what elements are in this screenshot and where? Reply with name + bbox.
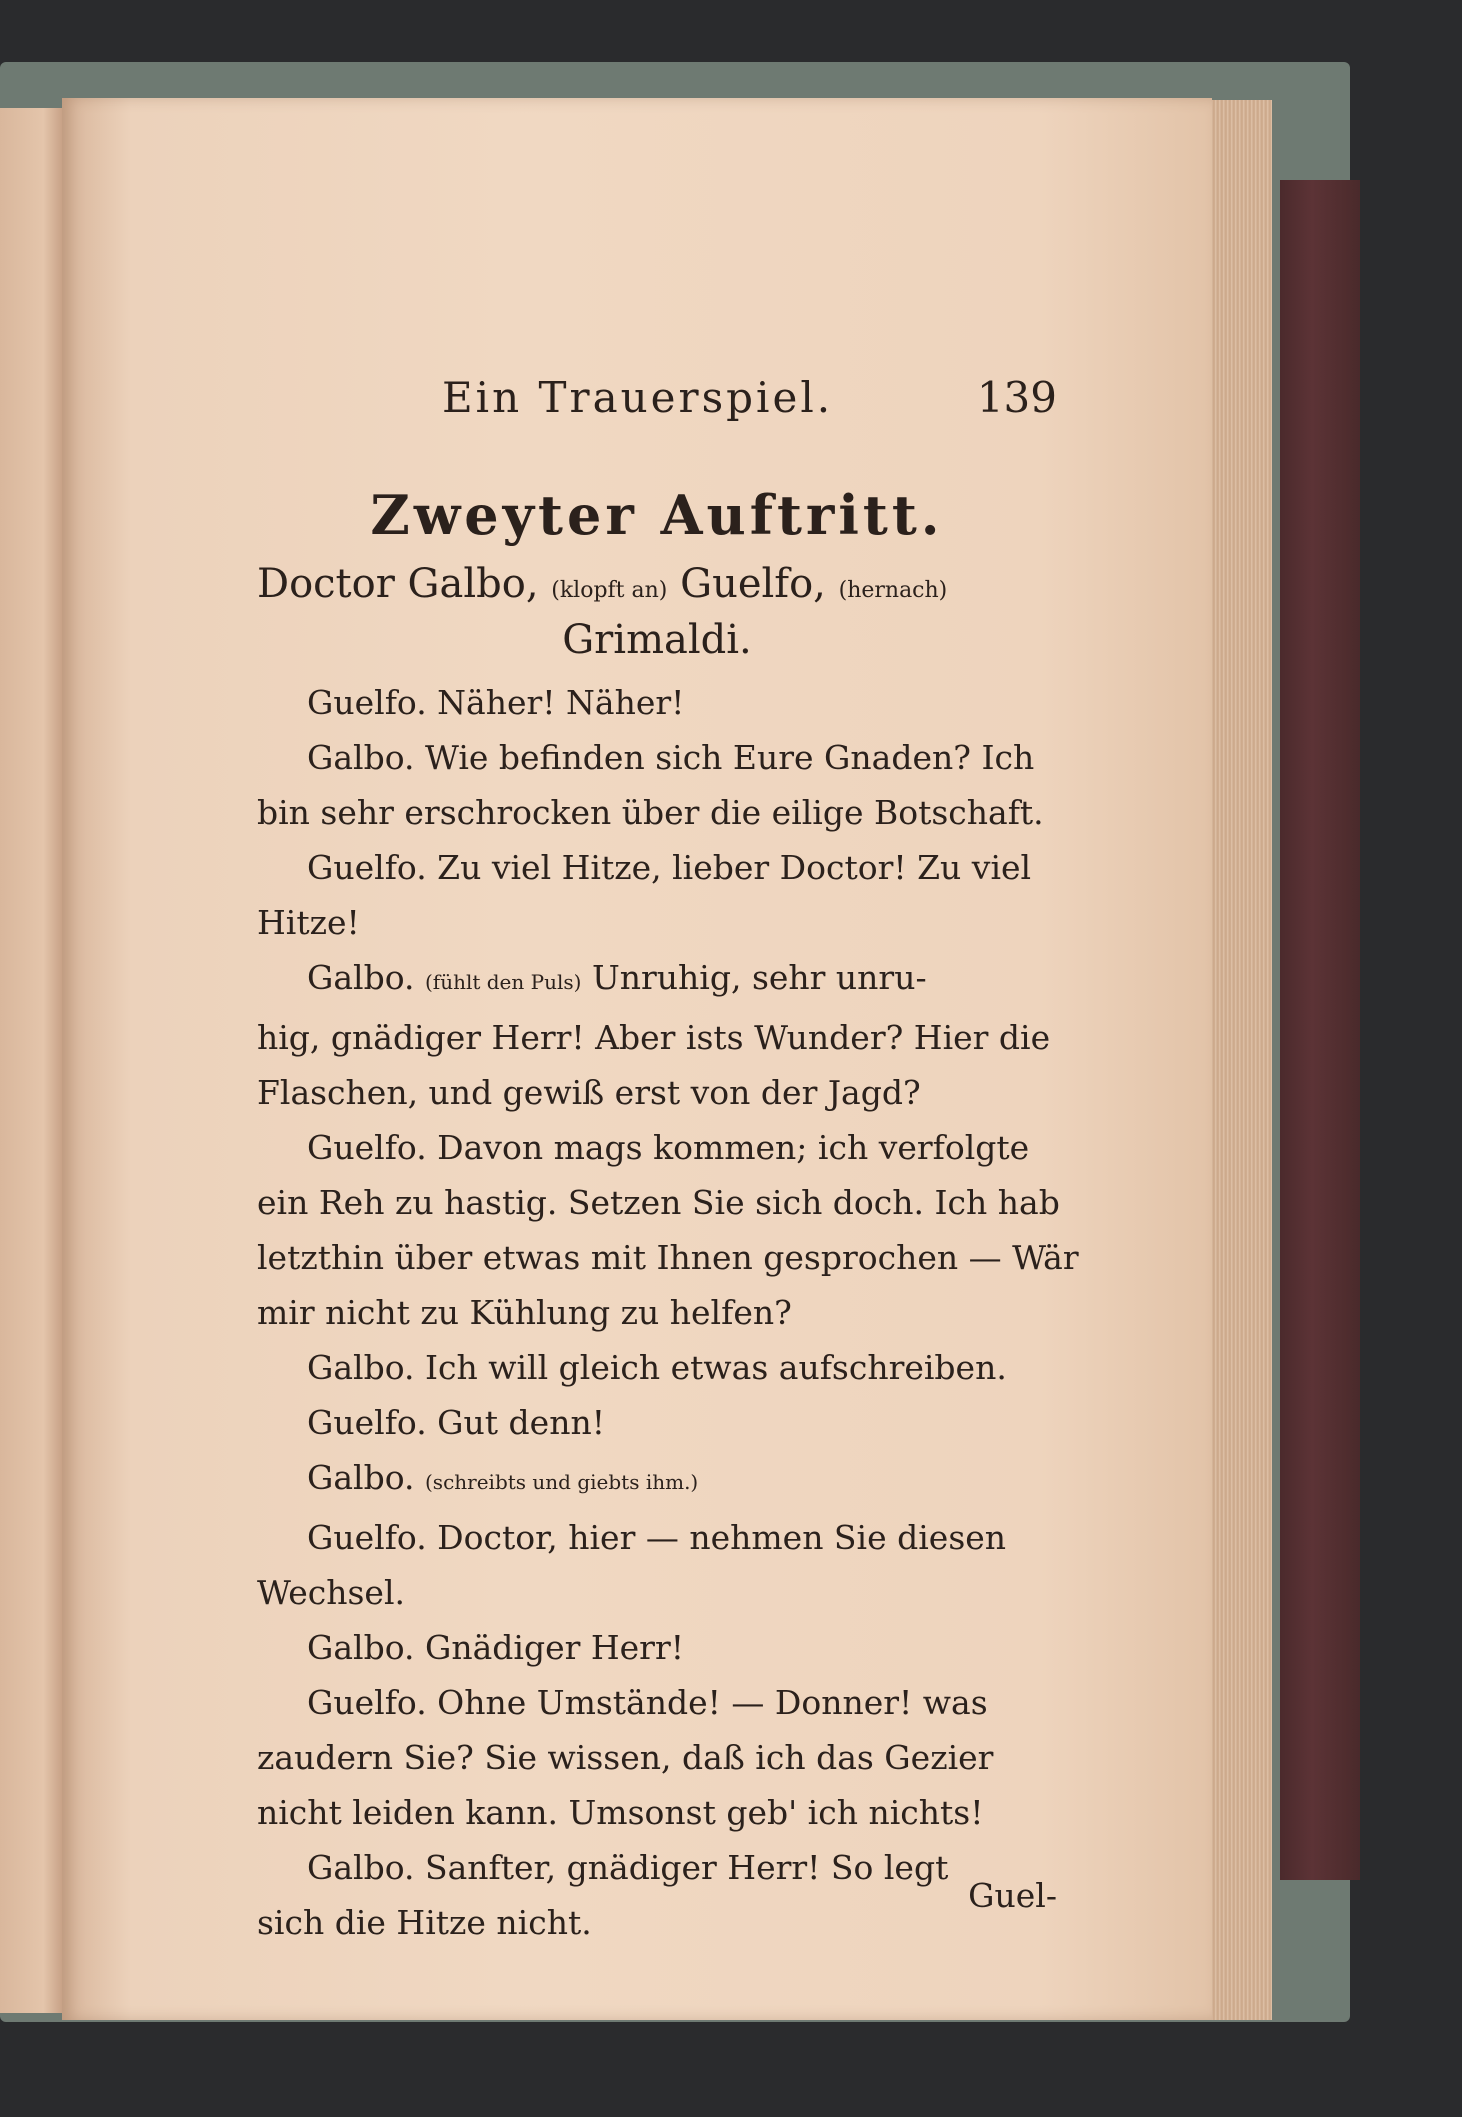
stage-direction: (fühlt den Puls) — [425, 970, 582, 994]
dialogue-line: Galbo. Wie befinden sich Eure Gnaden? Ich — [307, 738, 1035, 777]
dialogue-line — [257, 1450, 1057, 1510]
cast-guelfo: Guelfo, — [680, 561, 826, 607]
book-cover-spine — [1280, 180, 1360, 1880]
speaker: Galbo. — [307, 958, 415, 997]
dialogue-line: zaudern Sie? Sie wissen, daß ich das Gezier — [257, 1738, 994, 1777]
book-page — [62, 98, 1212, 2020]
dialogue-line: Flaschen, und gewiß erst von der Jagd? — [257, 1073, 921, 1112]
dialogue-line: Guelfo. Doctor, hier — nehmen Sie diesen — [307, 1518, 1007, 1557]
dialogue — [257, 675, 1079, 1950]
cast-list — [257, 561, 1057, 607]
cast-doctor: Doctor Galbo, — [257, 561, 539, 607]
dialogue-line: Galbo. Gnädiger Herr! — [307, 1628, 684, 1667]
speech: Unruhig, sehr unru- — [591, 958, 927, 997]
dialogue-line: Guelfo. Gut denn! — [307, 1403, 605, 1442]
catchword: Guel- — [968, 1876, 1057, 1915]
dialogue-line: Guelfo. Zu viel Hitze, lieber Doctor! Zu viel — [307, 848, 1032, 887]
stage-direction: (hernach) — [838, 578, 948, 603]
dialogue-line: Hitze! — [257, 903, 360, 942]
page-number: 139 — [976, 373, 1057, 422]
cast-grimaldi: Grimaldi. — [562, 617, 752, 663]
stage-direction: (klopft an) — [551, 578, 668, 603]
dialogue-line: letzthin über etwas mit Ihnen gesprochen — Wär — [257, 1238, 1079, 1277]
scene-title: Zweyter Auftritt. — [370, 483, 944, 547]
page-edges — [1212, 100, 1272, 2020]
dialogue-line — [257, 950, 1057, 1010]
dialogue-line: Galbo. Sanfter, gnädiger Herr! So legt — [307, 1848, 949, 1887]
running-title: Ein Trauerspiel. — [442, 373, 834, 422]
speaker: Galbo. — [307, 1458, 415, 1497]
dialogue-line: mir nicht zu Kühlung zu helfen? — [257, 1293, 792, 1332]
dialogue-line: hig, gnädiger Herr! Aber ists Wunder? Hier die — [257, 1018, 1051, 1057]
dialogue-line: nicht leiden kann. Umsonst geb' ich nichts! — [257, 1793, 984, 1832]
page-header — [257, 363, 1057, 433]
dialogue-line: Guelfo. Näher! Näher! — [307, 683, 685, 722]
dialogue-line: bin sehr erschrocken über die eilige Botschaft. — [257, 793, 1044, 832]
dialogue-line: ein Reh zu hastig. Setzen Sie sich doch. Ich hab — [257, 1183, 1060, 1222]
stage-direction: (schreibts und giebts ihm.) — [425, 1470, 699, 1494]
dialogue-line: sich die Hitze nicht. — [257, 1903, 592, 1942]
left-page-edge — [0, 108, 62, 2013]
dialogue-line: Guelfo. Ohne Umstände! — Donner! was — [307, 1683, 988, 1722]
page-text — [257, 363, 1079, 1950]
dialogue-line: Wechsel. — [257, 1573, 406, 1612]
dialogue-line: Galbo. Ich will gleich etwas aufschreiben. — [307, 1348, 1007, 1387]
dialogue-line: Guelfo. Davon mags kommen; ich verfolgte — [307, 1128, 1030, 1167]
